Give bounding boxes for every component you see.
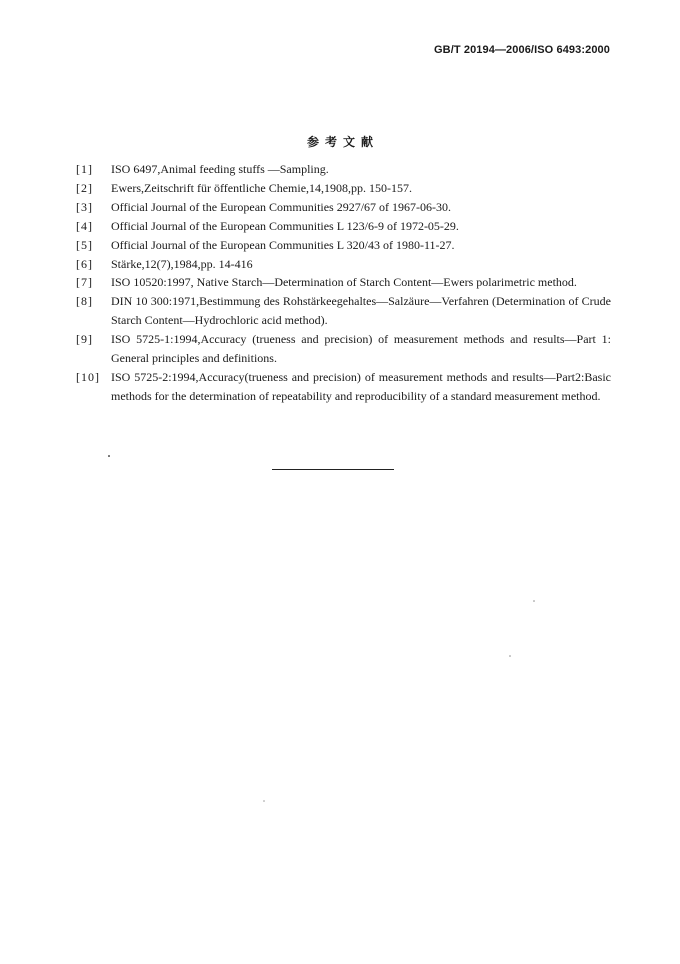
- reference-text: ISO 5725-1:1994,Accuracy (trueness and precision) of measurement methods and results—Part 1: General principles and definitions.: [111, 332, 611, 366]
- reference-item-1: [76, 160, 611, 179]
- reference-item-6: [76, 255, 611, 274]
- bibliography-title: 参考文献: [306, 135, 379, 149]
- scan-speck: [533, 600, 535, 602]
- reference-text: Official Journal of the European Communities L 123/6-9 of 1972-05-29.: [111, 218, 459, 233]
- reference-text: Official Journal of the European Communities 2927/67 of 1967-06-30.: [111, 199, 452, 214]
- reference-number: [6]: [76, 256, 93, 271]
- reference-text: Stärke,12(7),1984,pp. 14-416: [111, 256, 253, 271]
- end-rule-divider: [272, 469, 394, 470]
- reference-item-8: [76, 292, 611, 330]
- reference-number: [10]: [76, 369, 100, 384]
- reference-number: [7]: [76, 275, 93, 290]
- reference-item-2: [76, 179, 611, 198]
- reference-text: Ewers,Zeitschrift für öffentliche Chemie,14,1908,pp. 150-157.: [111, 180, 413, 195]
- reference-list: [76, 160, 611, 406]
- scan-speck: [108, 455, 110, 457]
- reference-number: [3]: [76, 199, 93, 214]
- reference-number: [1]: [76, 162, 93, 176]
- reference-item-9: [76, 330, 611, 368]
- reference-item-10: [76, 368, 611, 406]
- reference-item-3: [76, 198, 611, 217]
- reference-text: ISO 6497,Animal feeding stuffs —Sampling.: [111, 162, 329, 176]
- reference-number: [2]: [76, 180, 93, 195]
- scan-speck: [509, 655, 511, 657]
- reference-item-4: [76, 217, 611, 236]
- reference-number: [4]: [76, 218, 93, 233]
- reference-text: Official Journal of the European Communities L 320/43 of 1980-11-27.: [111, 237, 455, 252]
- reference-text: ISO 10520:1997, Native Starch—Determination of Starch Content—Ewers polarimetric method.: [111, 275, 577, 290]
- reference-item-7: [76, 273, 611, 292]
- reference-item-5: [76, 236, 611, 255]
- reference-text: ISO 5725-2:1994,Accuracy(trueness and precision) of measurement methods and results—Part2:Basic methods for the determination of repeatability and reproducibility of a standard measurement method.: [111, 369, 611, 403]
- reference-number: [5]: [76, 237, 93, 252]
- reference-text: DIN 10 300:1971,Bestimmung des Rohstärkeegehaltes—Salzäure—Verfahren (Determination of Crude Starch Content—Hydrochloric acid method).: [111, 294, 611, 328]
- standard-number-header: GB/T 20194—2006/ISO 6493:2000: [434, 44, 610, 56]
- reference-number: [8]: [76, 294, 93, 309]
- reference-number: [9]: [76, 332, 93, 347]
- scan-speck: [263, 800, 265, 802]
